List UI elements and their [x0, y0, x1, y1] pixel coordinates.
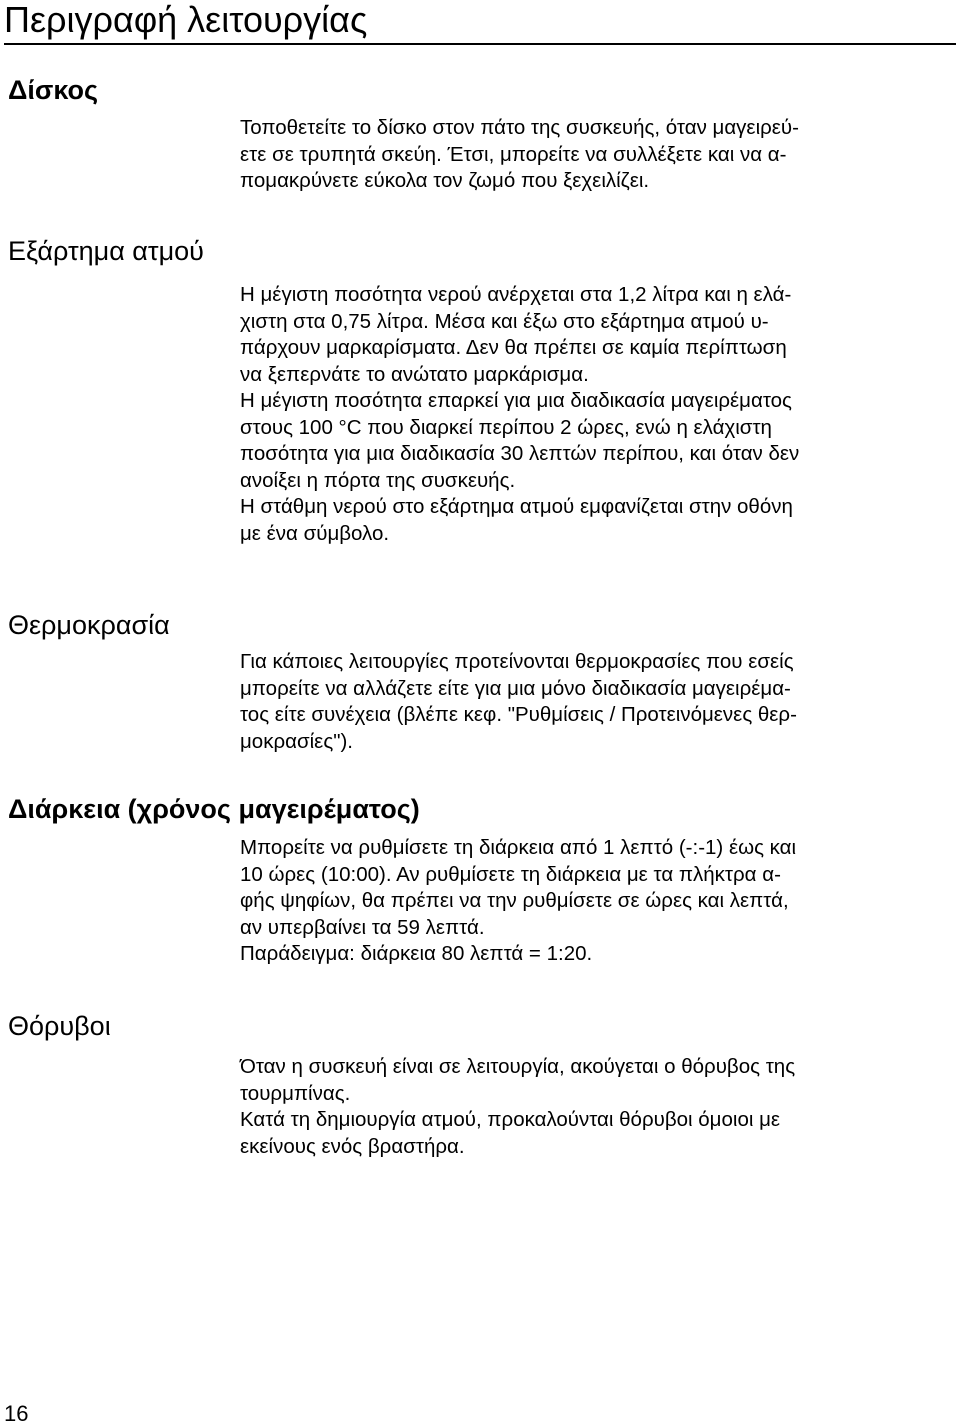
section-text-noise — [240, 1054, 940, 1160]
text-line: χιστη στα 0,75 λίτρα. Μέσα και έξω στο εξάρτημα ατμού υ- — [240, 309, 769, 333]
text-line: μπορείτε να αλλάζετε είτε για μια μόνο διαδικασία μαγειρέμα- — [240, 676, 791, 700]
text-line: Η μέγιστη ποσότητα νερού ανέρχεται στα 1,2 λίτρα και η ελά- — [240, 283, 792, 306]
text-line: Μπορείτε να ρυθμίσετε τη διάρκεια από 1 λεπτό (-:-1) έως και — [240, 836, 797, 859]
text-line: στους 100 °C που διαρκεί περίπου 2 ώρες, ενώ η ελάχιστη — [240, 415, 772, 439]
section-heading-temperature: Θερμοκρασία — [8, 610, 170, 640]
text-line: ετε σε τρυπητά σκεύη. Έτσι, μπορείτε να συλλέξετε και να α- — [240, 142, 787, 166]
page-number: 16 — [4, 1401, 29, 1426]
page-title: Περιγραφή λειτουργίας — [4, 0, 368, 40]
title-rule — [4, 43, 956, 45]
text-line: με ένα σύμβολο. — [240, 521, 390, 545]
section-text-duration — [240, 835, 940, 968]
section-text-temperature — [240, 649, 940, 755]
text-line: εκείνους ενός βραστήρα. — [240, 1134, 465, 1158]
section-heading-disk: Δίσκος — [8, 75, 99, 105]
text-line: 10 ώρες (10:00). Αν ρυθμίσετε τη διάρκεια με τα πλήκτρα α- — [240, 862, 781, 886]
text-line: Τοποθετείτε το δίσκο στον πάτο της συσκευής, όταν μαγειρεύ- — [240, 116, 799, 139]
text-line: Κατά τη δημιουργία ατμού, προκαλούνται θόρυβοι όμοιοι με — [240, 1108, 781, 1131]
section-heading-noise: Θόρυβοι — [8, 1011, 111, 1041]
section-text-disk — [240, 115, 940, 195]
text-line: να ξεπερνάτε το ανώτατο μαρκάρισμα. — [240, 362, 589, 386]
section-text-steam — [240, 282, 940, 547]
text-line: Παράδειγμα: διάρκεια 80 λεπτά = 1:20. — [240, 942, 593, 965]
text-line: μοκρασίες"). — [240, 729, 354, 753]
text-line: Όταν η συσκευή είναι σε λειτουργία, ακούγεται ο θόρυβος της — [240, 1055, 796, 1078]
section-heading-duration: Διάρκεια (χρόνος μαγειρέματος) — [8, 794, 420, 824]
text-line: τουρμπίνας. — [240, 1081, 351, 1105]
text-line: Η μέγιστη ποσότητα επαρκεί για μια διαδικασία μαγειρέματος — [240, 389, 792, 412]
text-line: φής ψηφίων, θα πρέπει να την ρυθμίσετε σε ώρες και λεπτά, — [240, 889, 789, 912]
text-line: ποσότητα για μια διαδικασία 30 λεπτών περίπου, και όταν δεν — [240, 442, 800, 465]
text-line: πομακρύνετε εύκολα τον ζωμό που ξεχειλίζει. — [240, 169, 650, 192]
text-line: αν υπερβαίνει τα 59 λεπτά. — [240, 915, 485, 939]
text-line: τος είτε συνέχεια (βλέπε κεφ. "Ρυθμίσεις / Προτεινόμενες θερ- — [240, 703, 797, 726]
text-line: πάρχουν μαρκαρίσματα. Δεν θα πρέπει σε καμία περίπτωση — [240, 336, 787, 359]
text-line: ανοίξει η πόρτα της συσκευής. — [240, 468, 516, 492]
text-line: Για κάποιες λειτουργίες προτείνονται θερμοκρασίες που εσείς — [240, 650, 794, 673]
text-line: Η στάθμη νερού στο εξάρτημα ατμού εμφανίζεται στην οθόνη — [240, 495, 793, 518]
section-heading-steam: Εξάρτημα ατμού — [8, 236, 204, 266]
